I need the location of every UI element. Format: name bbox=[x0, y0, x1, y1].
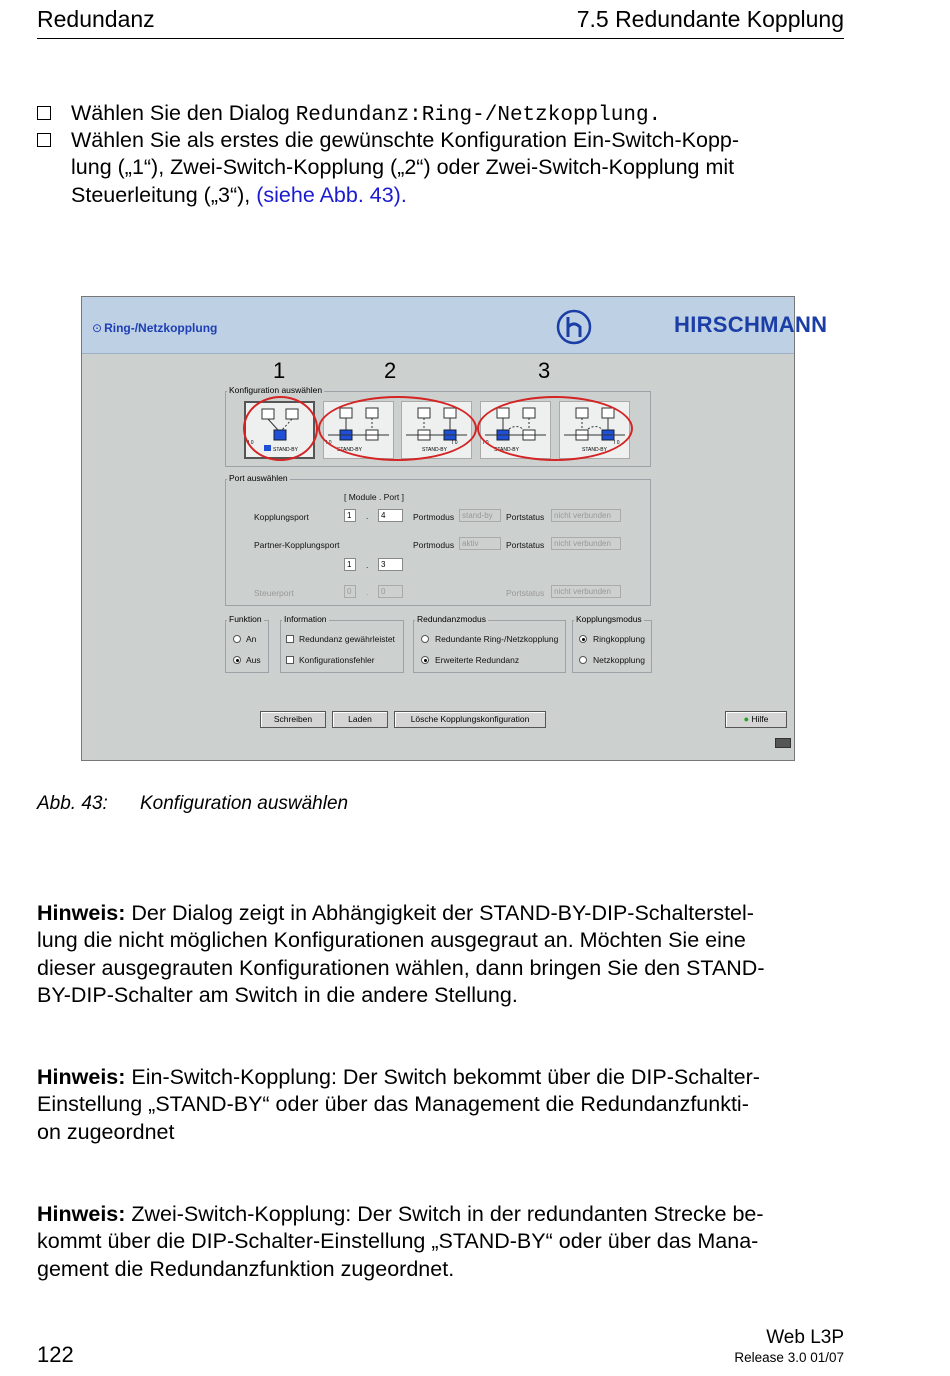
delete-coupling-config-button[interactable]: Lösche Kopplungskonfiguration bbox=[394, 711, 546, 728]
portmode-label: Portmodus bbox=[413, 540, 455, 550]
checkbox-icon bbox=[37, 133, 51, 147]
network-coupling-radio[interactable] bbox=[579, 656, 587, 664]
partner-port-module-input[interactable]: 1 bbox=[344, 558, 356, 571]
redundancy-mode-group bbox=[413, 620, 566, 673]
step-1 bbox=[37, 100, 837, 128]
coupling-portmode-field: stand-by bbox=[459, 509, 501, 522]
step-2-line-1: Wählen Sie als erstes die gewünschte Konfiguration Ein-Switch-Kopp- bbox=[71, 128, 740, 152]
function-off-label: Aus bbox=[246, 655, 261, 665]
hirschmann-logo-icon bbox=[556, 309, 592, 345]
coupling-mode-group bbox=[572, 620, 652, 673]
control-portstatus-field: nicht verbunden bbox=[551, 585, 621, 598]
running-header-right: 7.5 Redundante Kopplung bbox=[576, 6, 844, 32]
config-tile-3[interactable]: I 0 STAND-BY bbox=[401, 401, 472, 459]
partner-portstatus-field: nicht verbunden bbox=[551, 537, 621, 550]
config-error-label: Konfigurationsfehler bbox=[299, 655, 375, 665]
ring-icon: ⊙ bbox=[92, 321, 103, 335]
marker-3: 3 bbox=[538, 358, 551, 383]
partner-port-port-input[interactable]: 3 bbox=[378, 558, 403, 571]
separator-dot: . bbox=[366, 587, 369, 597]
help-icon: ● bbox=[743, 714, 750, 724]
dialog-screenshot bbox=[81, 296, 828, 761]
coupling-port-label: Kopplungsport bbox=[254, 512, 309, 522]
control-port-label: Steuerport bbox=[254, 588, 294, 598]
module-port-header: [ Module . Port ] bbox=[344, 492, 404, 502]
coupling-portstatus-field: nicht verbunden bbox=[551, 509, 621, 522]
config-error-checkbox bbox=[286, 656, 294, 664]
portstatus-label: Portstatus bbox=[506, 512, 545, 522]
step-2 bbox=[37, 127, 837, 211]
extended-redundancy-radio[interactable] bbox=[421, 656, 429, 664]
coupling-mode-group-label: Kopplungsmodus bbox=[576, 614, 642, 624]
function-off-radio[interactable] bbox=[233, 656, 241, 664]
portstatus-label: Portstatus bbox=[506, 588, 545, 598]
function-group bbox=[225, 620, 269, 673]
control-port-port-input: 0 bbox=[378, 585, 403, 598]
partner-port-label: Partner-Kopplungsport bbox=[254, 540, 340, 550]
running-header-left: Redundanz bbox=[37, 6, 155, 32]
config-tile-1[interactable]: I 0 STAND-BY bbox=[244, 401, 315, 459]
figure-caption-label: Abb. 43: bbox=[37, 793, 108, 814]
connection-status-icon bbox=[775, 738, 791, 748]
portmode-label: Portmodus bbox=[413, 512, 455, 522]
highlight-ellipse-1 bbox=[243, 396, 318, 461]
step-2-line-3: Steuerleitung („3“), bbox=[71, 182, 257, 207]
highlight-ellipse-2 bbox=[318, 396, 477, 461]
separator-dot: . bbox=[366, 560, 369, 570]
function-group-label: Funktion bbox=[229, 614, 262, 624]
help-button[interactable]: ● Hilfe bbox=[725, 711, 787, 728]
partner-portmode-field: aktiv bbox=[459, 537, 501, 550]
product-name: Web L3P bbox=[766, 1327, 844, 1348]
redundancy-guaranteed-checkbox bbox=[286, 635, 294, 643]
marker-1: 1 bbox=[273, 358, 286, 383]
coupling-port-module-input[interactable]: 1 bbox=[344, 509, 356, 522]
portstatus-label: Portstatus bbox=[506, 540, 545, 550]
page-number: 122 bbox=[37, 1342, 74, 1367]
redundant-ring-coupling-radio[interactable] bbox=[421, 635, 429, 643]
marker-2: 2 bbox=[384, 358, 397, 383]
figure-reference-link[interactable]: (siehe Abb. 43). bbox=[256, 182, 407, 207]
information-group bbox=[280, 620, 404, 673]
redundant-ring-coupling-label: Redundante Ring-/Netzkopplung bbox=[435, 634, 559, 644]
note-3: Hinweis: Zwei-Switch-Kopplung: Der Switch in der redundanten Strecke be- kommt über die DIP-Schalter-Einstellung „STAND-BY“ oder über das Mana- gement die Redundanzfunktion zugeordnet. bbox=[37, 1202, 764, 1281]
note-2: Hinweis: Ein-Switch-Kopplung: Der Switch bekommt über die DIP-Schalter- Einstellung „STAND-BY“ oder über das Management die Redundanzfunkti- on zugeordnet bbox=[37, 1065, 760, 1144]
separator-dot: . bbox=[366, 511, 369, 521]
ring-coupling-radio[interactable] bbox=[579, 635, 587, 643]
header-rule bbox=[37, 38, 844, 39]
ring-coupling-label: Ringkopplung bbox=[593, 634, 645, 644]
note-1: Hinweis: Der Dialog zeigt in Abhängigkeit der STAND-BY-DIP-Schalterstel- lung die nicht möglichen Konfigurationen ausgegraut an. Möchten Sie eine dieser ausgegrauten Konfigurationen wählen, dann bringen Sie den STAND- BY-DIP-Schalter am Switch in die andere Stellung. bbox=[37, 901, 765, 1008]
config-tile-4[interactable]: I 0 STAND-BY bbox=[480, 401, 551, 459]
redundancy-mode-group-label: Redundanzmodus bbox=[417, 614, 486, 624]
brand-name: HIRSCHMANN bbox=[674, 312, 828, 337]
highlight-ellipse-3 bbox=[477, 396, 633, 461]
function-on-radio[interactable] bbox=[233, 635, 241, 643]
figure-caption-text: Konfiguration auswählen bbox=[140, 793, 349, 814]
dialog-title: ⊙ Ring-/Netzkopplung bbox=[92, 321, 218, 335]
dialog-path: Redundanz:Ring-/Netzkopplung. bbox=[295, 104, 662, 127]
network-coupling-label: Netzkopplung bbox=[593, 655, 645, 665]
release-info: Release 3.0 01/07 bbox=[734, 1350, 844, 1365]
extended-redundancy-label: Erweiterte Redundanz bbox=[435, 655, 520, 665]
control-port-module-input: 0 bbox=[344, 585, 356, 598]
write-button[interactable]: Schreiben bbox=[260, 711, 326, 728]
redundancy-guaranteed-label: Redundanz gewährleistet bbox=[299, 634, 395, 644]
config-group-label: Konfiguration auswählen bbox=[229, 385, 323, 395]
function-on-label: An bbox=[246, 634, 257, 644]
checkbox-icon bbox=[37, 106, 51, 120]
information-group-label: Information bbox=[284, 614, 327, 624]
port-group-label: Port auswählen bbox=[229, 473, 288, 483]
config-tile-2[interactable]: I 0 STAND-BY bbox=[323, 401, 394, 459]
config-tile-5[interactable]: I 0 STAND-BY bbox=[559, 401, 630, 459]
load-button[interactable]: Laden bbox=[332, 711, 388, 728]
coupling-port-port-input[interactable]: 4 bbox=[378, 509, 403, 522]
step-1-text: Wählen Sie den Dialog bbox=[71, 101, 296, 125]
step-2-line-2: lung („1“), Zwei-Switch-Kopplung („2“) oder Zwei-Switch-Kopplung mit bbox=[71, 155, 735, 180]
